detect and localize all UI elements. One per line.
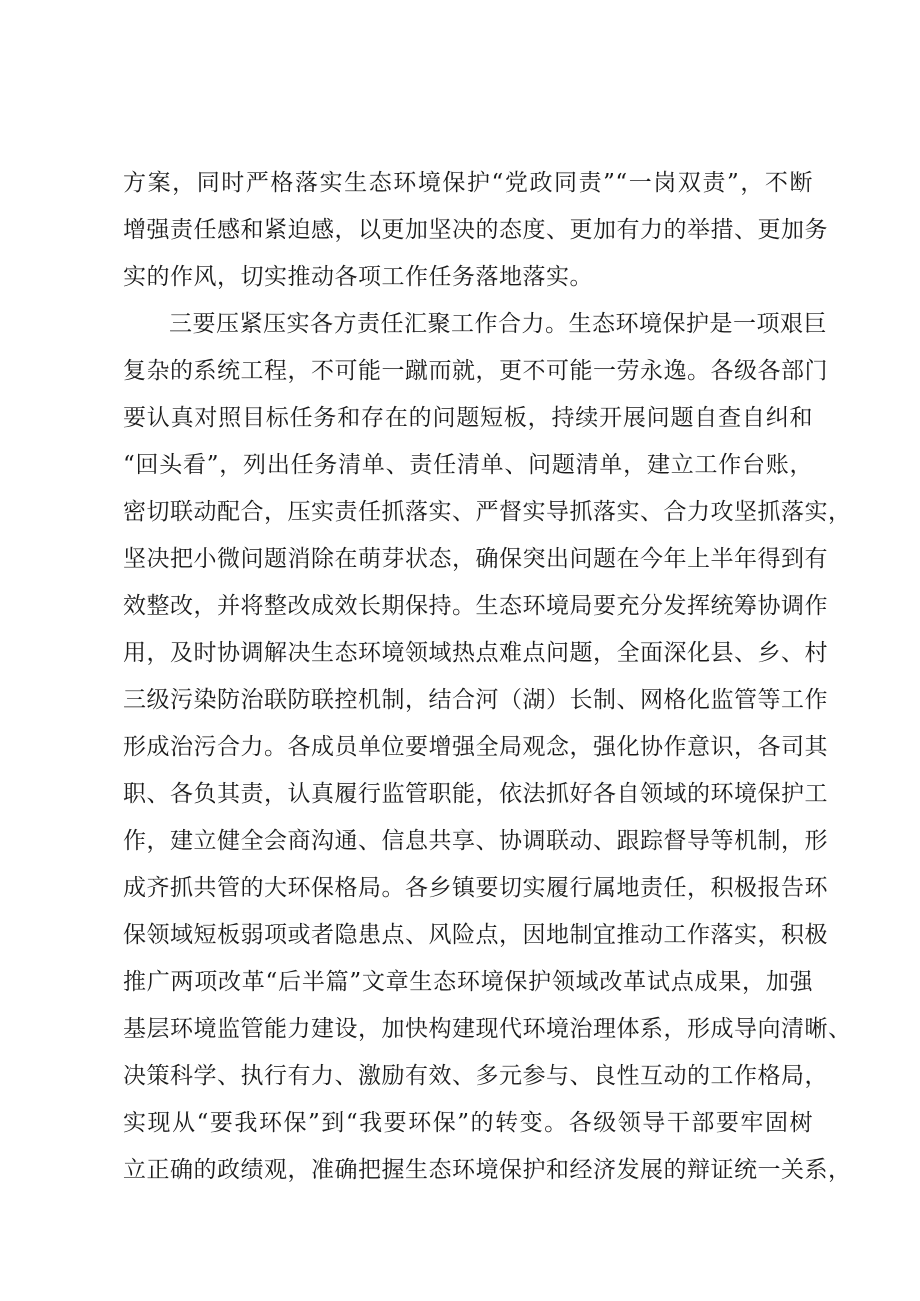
text-line: 复杂的系统工程，不可能一蹴而就，更不可能一劳永逸。各级各部门 [123, 358, 828, 384]
text-line: 方案，同时严格落实生态环境保护“党政同责”“一岗双责”，不断 [123, 170, 813, 196]
text-line: 形成治污合力。各成员单位要增强全局观念，强化协作意识，各司其 [123, 734, 828, 760]
text-line: 基层环境监管能力建设，加快构建现代环境治理体系，形成导向清晰、 [123, 1016, 852, 1042]
text-line: 用，及时协调解决生态环境领域热点难点问题，全面深化县、乡、村 [123, 640, 828, 666]
text-line: 职、各负其责，认真履行监管职能，依法抓好各自领域的环境保护工 [123, 781, 828, 807]
text-line: 保领域短板弱项或者隐患点、风险点，因地制宜推动工作落实，积极 [123, 922, 828, 948]
text-line: 三级污染防治联防联控机制，结合河（湖）长制、网格化监管等工作 [123, 687, 828, 713]
text-line: 推广两项改革“后半篇”文章生态环境保护领域改革试点成果，加强 [123, 969, 813, 995]
text-line: 密切联动配合，压实责任抓落实、严督实导抓落实、合力攻坚抓落实， [123, 499, 852, 525]
text-line: 决策科学、执行有力、激励有效、多元参与、良性互动的工作格局， [123, 1063, 828, 1089]
body-text [123, 160, 852, 1194]
text-line: 作，建立健全会商沟通、信息共享、协调联动、跟踪督导等机制，形 [123, 828, 828, 854]
text-line: 坚决把小微问题消除在萌芽状态，确保突出问题在今年上半年得到有 [123, 546, 828, 572]
text-line: 立正确的政绩观，准确把握生态环境保护和经济发展的辩证统一关系， [123, 1157, 852, 1183]
text-line: 要认真对照目标任务和存在的问题短板，持续开展问题自查自纠和 [123, 405, 813, 431]
text-line: 成齐抓共管的大环保格局。各乡镇要切实履行属地责任，积极报告环 [123, 875, 828, 901]
text-line: 效整改，并将整改成效长期保持。生态环境局要充分发挥统筹协调作 [123, 593, 828, 619]
text-line: “回头看”，列出任务清单、责任清单、问题清单，建立工作台账， [123, 452, 813, 478]
text-line: 实的作风，切实推动各项工作任务落地落实。 [123, 264, 593, 290]
paragraph-first-line: 三要压紧压实各方责任汇聚工作合力。生态环境保护是一项艰巨 [169, 311, 827, 337]
text-line: 实现从“要我环保”到“我要环保”的转变。各级领导干部要牢固树 [123, 1110, 813, 1136]
text-line: 增强责任感和紧迫感，以更加坚决的态度、更加有力的举措、更加务 [123, 217, 828, 243]
